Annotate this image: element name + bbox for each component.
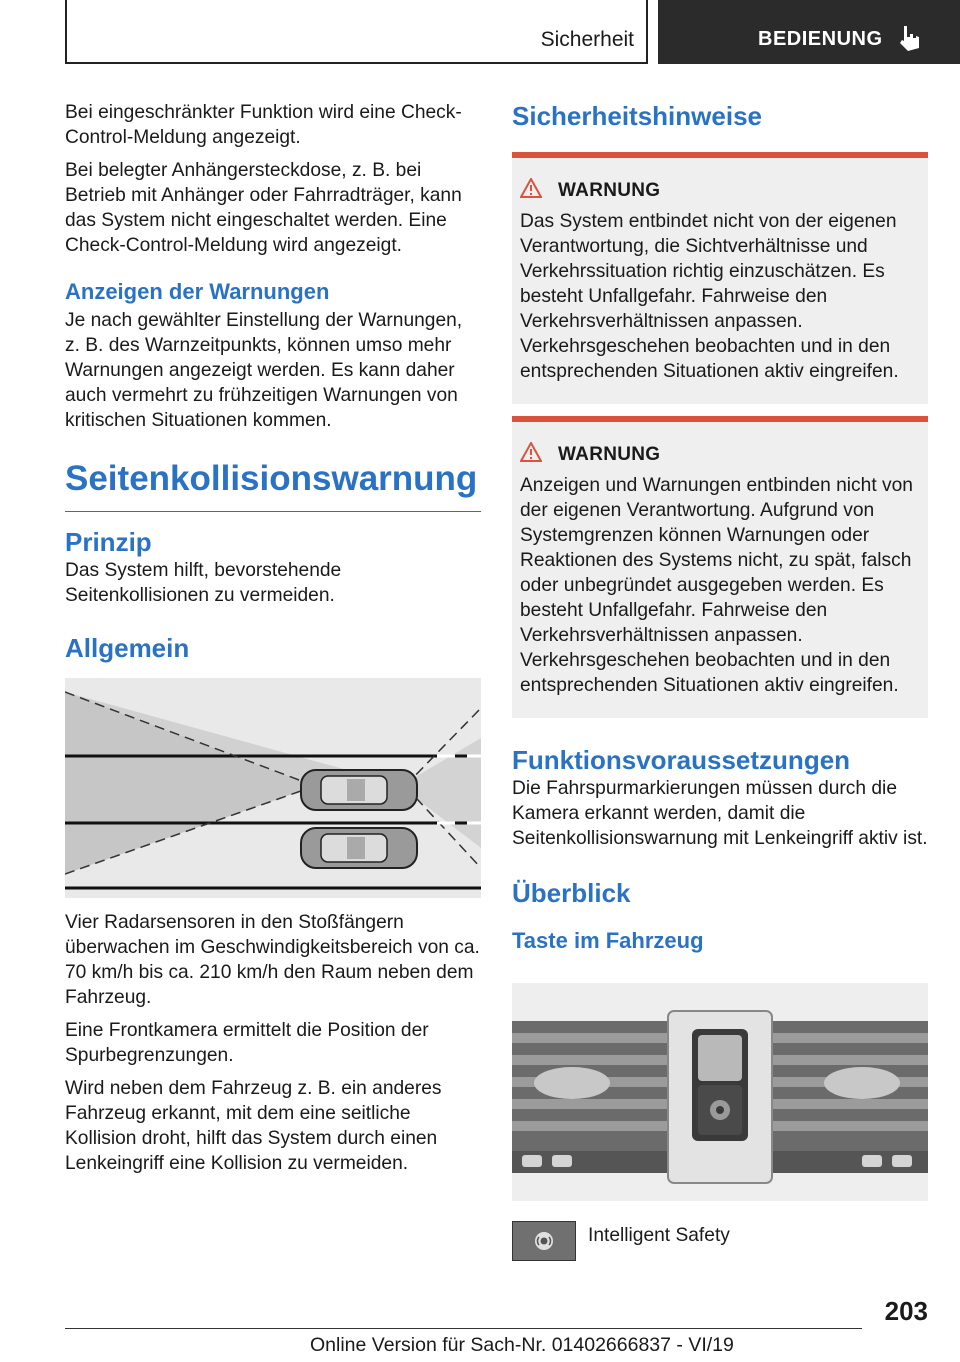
intelligent-safety-button-icon [512,1221,576,1261]
intelligent-safety-row [512,1221,928,1261]
paragraph-check-control: Bei eingeschränkter Funktion wird eine Check-Control-Meldung angezeigt. [65,102,462,148]
heading-prinzip: Prinzip [65,527,152,557]
radar-coverage-figure [65,678,481,898]
heading-sicherheitshinweise: Sicherheitshinweise [512,101,762,131]
warning-text: Das System entbindet nicht von der eigenen Verantwortung, die Sichtverhältnisse und Verkehrssituation richtig einzuschätzen. Es besteht Unfallgefahr. Fahrweise den Verkehrsverhältnissen anpassen. Verkehrsgeschehen beobachten und in den entsprechenden Situationen aktiv eingreifen. [520,211,899,382]
warning-triangle-icon [520,442,542,467]
heading-taste-im-fahrzeug: Taste im Fahrzeug [512,928,704,953]
heading-funktionsvoraussetzungen: Funktionsvoraussetzungen [512,745,851,775]
car-top-view-adjacent [301,828,417,868]
footer-online-version: Online Version für Sach-Nr. 01402666837 - VI/19 [310,1334,734,1356]
heading-ueberblick: Überblick [512,878,631,908]
header-chapter-box [658,0,960,64]
header-section-title: Sicherheit [540,28,634,51]
car-top-view-ego [301,770,417,810]
intelligent-safety-label: Intelligent Safety [588,1225,730,1246]
paragraph-frontkamera: Eine Frontkamera ermittelt die Position der Spurbegrenzungen. [65,1020,429,1066]
warning-box-1 [512,152,928,404]
button-location-photo [512,983,928,1201]
warning-box-2 [512,416,928,718]
heading-anzeigen: Anzeigen der Warnungen [65,279,330,304]
heading-allgemein: Allgemein [65,633,190,663]
page-number: 203 [884,1296,928,1326]
right-column [512,100,928,1261]
footer-divider [65,1328,862,1329]
heading-seitenkollisionswarnung: Seitenkollisionswarnung [65,457,481,512]
warning-title: WARNUNG [558,443,661,465]
hand-pointer-icon [896,24,920,57]
warning-title: WARNUNG [558,179,661,201]
paragraph-funktion: Die Fahrspurmarkierungen müssen durch die Kamera erkannt werden, damit die Seitenkollisionswarnung mit Lenkeingriff aktiv ist. [512,778,928,849]
header-chapter-title: BEDIENUNG [758,28,883,50]
paragraph-anzeigen: Je nach gewählter Einstellung der Warnungen, z. B. des Warnzeitpunkts, können umso mehr Warnungen angezeigt werden. Es kann daher auch vermehrt zu frühzeitigen Warnungen von kritischen Situationen kommen. [65,310,463,431]
paragraph-lenkeingriff: Wird neben dem Fahrzeug z. B. ein anderes Fahrzeug erkannt, mit dem eine seitliche Kollision droht, hilft das System durch einen Lenkeingriff eine Kollision zu vermeiden. [65,1078,442,1174]
warning-text: Anzeigen und Warnungen entbinden nicht von der eigenen Verantwortung. Aufgrund von Systemgrenzen können Warnungen oder Reaktionen des Systems nicht, zu spät, falsch oder unbegründet ausgegeben werden. Es besteht Unfallgefahr. Fahrweise den Verkehrsverhältnissen anpassen. Verkehrsgeschehen beobachten und in den entsprechenden Situationen aktiv eingreifen. [520,475,913,696]
road-radar-illustration [65,678,481,898]
header-section-box [65,0,648,64]
paragraph-prinzip: Das System hilft, bevorstehende Seitenkollisionen zu vermeiden. [65,560,342,606]
paragraph-radarsensoren: Vier Radarsensoren in den Stoßfängern überwachen im Geschwindigkeitsbereich von ca. 70 km/h bis ca. 210 km/h den Raum neben dem Fahrzeug. [65,912,480,1008]
left-column [65,100,481,1184]
paragraph-anhaenger: Bei belegter Anhängersteckdose, z. B. bei Betrieb mit Anhänger oder Fahrradträger, kann das System nicht eingeschaltet werden. Eine Check-Control-Meldung wird angezeigt. [65,160,462,256]
vent-with-button-illustration [512,983,928,1201]
warning-triangle-icon [520,178,542,203]
